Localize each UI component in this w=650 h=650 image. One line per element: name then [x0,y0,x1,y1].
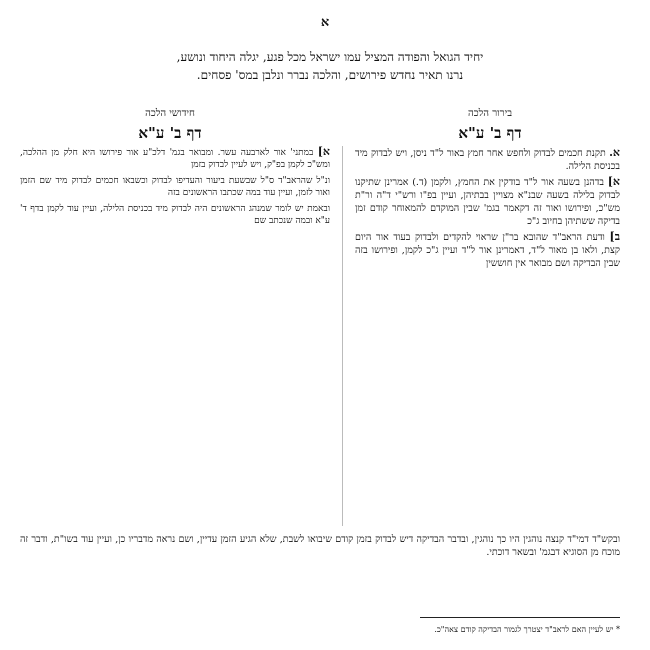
right-daf-heading: דף ב' ע"א [458,124,522,142]
footnote-rule [420,617,620,618]
paragraph-text: ובאמת יש לומר שמנהג הראשונים היה לבדוק מיד בכניסת הלילה, ועיין עוד לקמן בדף ד' ע"א ובמה שנכתב שם [20,203,330,227]
header-line-2: נרנו תאיר נחדש פירושים, והלכה נברר ונלבן במס' פסחים. [196,68,464,82]
paragraph-text: במתני' אור לארבעה עשר. ומבואר בגמ' דלכ"ע אור פירושו היא חלק מן ההלכה, ומש"כ לקמן בפ"ק, ויש לעיין לבדוק בזמן [20,148,330,171]
right-column-body [355,146,620,272]
left-paragraph [20,146,330,172]
paragraph-text: תקנת חכמים לבדוק ולחפש אחר חמץ באור ל"ד ניסן, ויש לבדוק מיד בכניסת הלילה. [355,148,620,172]
paragraph-text: בדהנן בשעה אור ל"ד בודקין את החמץ, ולקמן (ד.) אמרינן שתיקנו לבדוק בלילה בשעה שבנ"א מצויין בבתיהן, ועיין בפ"ו ורש"י ד"ה ור"ת מש"כ, ופירושו ואור זה דקאמר בגמ' שבין המוקדם להמאוחר קודם זמן בדיקה ששתיהן בחיוב ג"כ [355,177,620,227]
page-header [150,48,510,84]
left-paragraph [20,202,330,228]
paragraph-marker: א] [607,175,620,188]
paragraph-marker: א. [609,146,620,159]
footnote [200,625,620,634]
header-line-1: יחיד הגואל והפודה המציל עמו ישראל מכל פגע, יגלה היחוד ונושע, [176,50,484,64]
left-column-heading: חידושי הלכה [145,108,195,119]
footnote-marker: * [616,625,620,634]
right-paragraph [355,146,620,173]
footnote-text: יש לעיין האם לראב"ד יצטרך לגמור הבדיקה קודם צאה"כ. [434,625,614,634]
paragraph-marker: ב] [609,230,621,243]
right-paragraph [355,230,620,270]
paragraph-marker: א] [317,145,330,158]
right-paragraph [355,175,620,228]
bottom-full-width-text: ובקש"ד דמי"ד קנצה נוהגין היו כך נוהגין, ובדבר הבדיקה דיש לבדוק בזמן קודם שיבואו לשבת, שלא הגיע הזמן עדיין, ושם נראה מדבריו כן, ועיין עוד בשו"ת, ודבר זה מוכח מן הסוגיא דבגמ' ובשאר דוכתי. [20,534,620,558]
right-column-heading: בירור הלכה [467,108,513,119]
page-number: א [320,15,330,30]
column-divider [342,146,343,526]
paragraph-text: ודעת הראב"ד שהובא בר"ן שראוי להקדים ולבדוק בעוד אור היום קצת, ולאו בן מאור ל"ד, דאמרינן אור ל"ד ועיין ג"כ לקמן, ופירושו בזה שבין הבדיקה ושם מבואר אין חוששין [355,232,620,269]
left-daf-heading: דף ב' ע"א [138,124,202,142]
paragraph-text: ונ"ל שהראב"ד ס"ל שבשעת ביעור והעדיפו לבדוק וכשבאו חכמים לבדוק מיד שם הזמן ואור לזמן, ועיין עוד במה שכתבו הראשונים בזה [20,175,330,199]
left-column-body [20,146,330,229]
left-paragraph [20,174,330,200]
